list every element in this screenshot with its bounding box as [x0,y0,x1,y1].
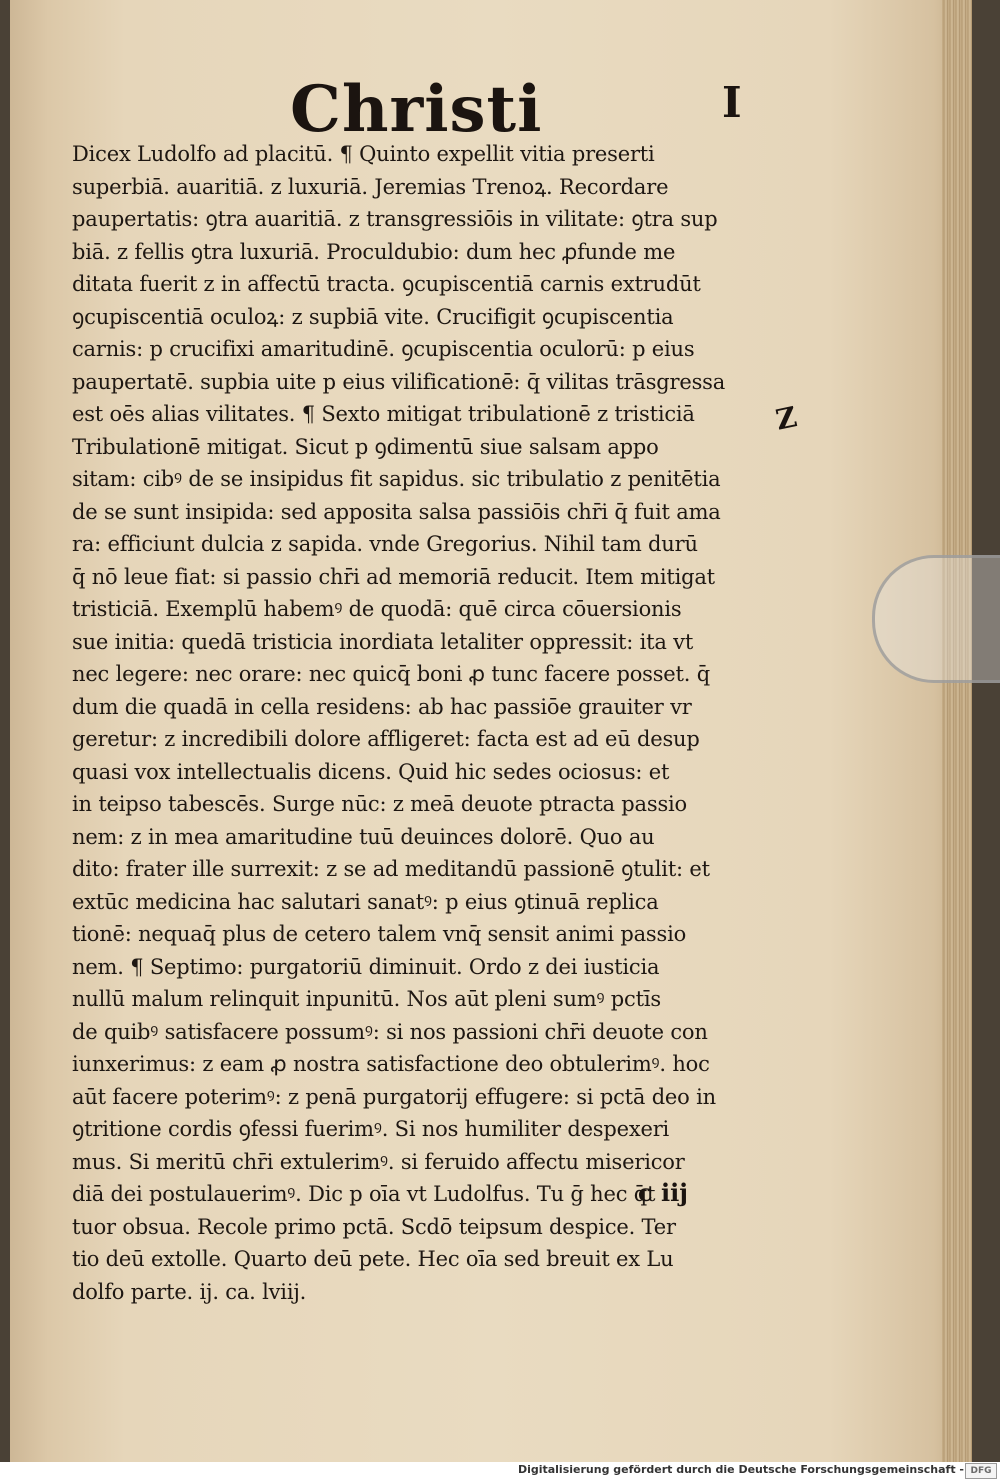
text-line: est oēs alias vilitates. ¶ Sexto mitigat tribulationē z tristiciā [72,402,695,426]
text-line: sue initia: quedā tristicia inordiata letaliter oppressit: ita vt [72,629,694,654]
text-line: ꝯtritione cordis ꝯfessi fuerimꝰ. Si nos humiliter despexeri [72,1117,670,1141]
text-line: extūc medicina hac salutari sanatꝰ: p eius ꝯtinuā replica [72,889,659,914]
text-line: ditata fuerit z in affectū tracta. ꝯcupiscentiā carnis extrudūt [72,272,701,296]
funding-notice: Digitalisierung gefördert durch die Deutsche Forschungsgemeinschaft - [517,1463,964,1476]
text-line: diā dei postulauerimꝰ. Dic p oīa vt Ludolfus. Tu ḡ hec q̄t [72,1182,656,1206]
text-line: superbiā. auaritiā. z luxuriā. Jeremias Trenoꝝ. Recordare [72,174,669,199]
page-clip [872,555,1000,683]
text-line: dum die quadā in cella residens: ab hac passiōe grauiter vr [72,694,692,719]
text-line: in teipso tabescēs. Surge nūc: z meā deuote ptracta passio [72,792,687,816]
text-line: nem: z in mea amaritudine tuū deuinces dolorē. Quo au [72,824,655,849]
signature-mark: c iij [638,1178,688,1207]
text-line: tionē: nequaq̄ plus de cetero talem vnq̄ sensit animi passio [72,922,687,946]
text-line: dolfo parte. ij. ca. lviij. [72,1279,307,1304]
text-line: tuor obsua. Recole primo pctā. Scdō teipsum despice. Ter [72,1214,676,1239]
text-line: de se sunt insipida: sed apposita salsa passiōis chr̄i q̄ fuit ama [72,499,721,524]
margin-mark: Z [772,400,800,437]
text-line: de quibꝰ satisfacere possumꝰ: si nos passioni chr̄i deuote con [72,1019,708,1044]
text-line: nem. ¶ Septimo: purgatoriū diminuit. Ordo z dei iusticia [72,954,660,979]
text-line: aūt facere poterimꝰ: z penā purgatorij effugere: si pctā deo in [72,1084,716,1109]
text-line: mus. Si meritū chr̄i extulerimꝰ. si feruido affectu misericor [72,1149,685,1174]
text-line: paupertatē. supbia uite p eius vilificationē: q̄ vilitas trāsgressa [72,369,726,394]
text-line: q̄ nō leue fiat: si passio chr̄i ad memoriā reducit. Item mitigat [72,564,715,589]
text-line: tio deū extolle. Quarto deū pete. Hec oīa sed breuit ex Lu [72,1247,674,1271]
text-line: dito: frater ille surrexit: z se ad meditandū passionē ꝯtulit: et [72,857,710,881]
book-page [10,0,972,1462]
text-line: nullū malum relinquit inpunitū. Nos aūt pleni sumꝰ pctīs [72,987,661,1011]
text-line: sitam: cibꝰ de se insipidus fit sapidus. sic tribulatio z penitētia [72,467,721,491]
text-line: carnis: p crucifixi amaritudinē. ꝯcupiscentia oculorū: p eius [72,337,695,361]
text-line: tristiciā. Exemplū habemꝰ de quodā: quē circa cōuersionis [72,597,682,621]
text-line: nec legere: nec orare: nec quicq̄ boni ꝓ tunc facere posset. q̄ [72,662,710,686]
text-line: Dicex Ludolfo ad placitū. ¶ Quinto expellit vitia preserti [72,142,655,166]
running-head: Christi [290,72,543,147]
text-line: ra: efficiunt dulcia z sapida. vnde Gregorius. Nihil tam durū [72,532,698,556]
text-line: biā. z fellis ꝯtra luxuriā. Proculdubio: dum hec ꝓfunde me [72,239,676,264]
body-text [72,138,772,1308]
text-line: quasi vox intellectualis dicens. Quid hic sedes ociosus: et [72,759,670,784]
text-line: geretur: z incredibili dolore affligeret: facta est ad eū desup [72,727,700,751]
text-line: Tribulationē mitigat. Sicut p ꝯdimentū siue salsam appo [72,434,659,459]
text-line: ꝯcupiscentiā oculoꝝ: z supbiā vite. Crucifigit ꝯcupiscentia [72,304,674,329]
page-edge [942,0,972,1462]
text-line: iunxerimus: z eam ꝓ nostra satisfactione deo obtulerimꝰ. hoc [72,1052,710,1076]
dfg-logo: DFG [965,1463,997,1479]
footer-bar [0,1462,1000,1479]
text-line: paupertatis: ꝯtra auaritiā. z transgressiōis in vilitate: ꝯtra sup [72,207,718,231]
folio-number: I [722,78,742,127]
